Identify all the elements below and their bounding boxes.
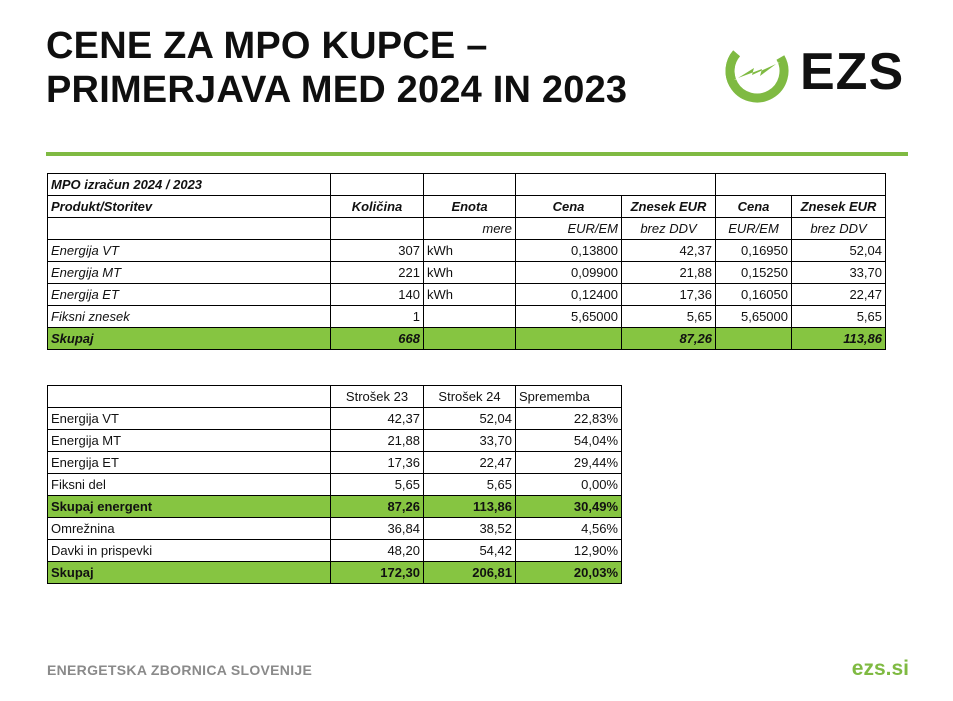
subtotal-cell: 113,86 bbox=[424, 496, 516, 518]
cell: 5,65 bbox=[622, 306, 716, 328]
header-cell: Sprememba bbox=[516, 386, 622, 408]
table-row bbox=[48, 284, 886, 306]
subheader-cell: brez DDV bbox=[792, 218, 886, 240]
cell: 0,15250 bbox=[716, 262, 792, 284]
header-cell: Znesek EUR bbox=[792, 196, 886, 218]
cell: 48,20 bbox=[331, 540, 424, 562]
total-row bbox=[48, 562, 622, 584]
total-cell: Skupaj bbox=[48, 562, 331, 584]
cell: 5,65 bbox=[424, 474, 516, 496]
cell: 33,70 bbox=[424, 430, 516, 452]
slide-title bbox=[46, 24, 627, 112]
header-cell bbox=[48, 386, 331, 408]
cell: 36,84 bbox=[331, 518, 424, 540]
total-row bbox=[48, 328, 886, 350]
table-row bbox=[48, 306, 886, 328]
cell: Fiksni del bbox=[48, 474, 331, 496]
cell: 42,37 bbox=[331, 408, 424, 430]
subheader-cell: EUR/EM bbox=[716, 218, 792, 240]
subheader-cell: mere bbox=[424, 218, 516, 240]
cell: 0,16050 bbox=[716, 284, 792, 306]
cell: Fiksni znesek bbox=[48, 306, 331, 328]
cell: Davki in prispevki bbox=[48, 540, 331, 562]
cell: Energija MT bbox=[48, 262, 331, 284]
cell: 52,04 bbox=[792, 240, 886, 262]
cell: 5,65 bbox=[331, 474, 424, 496]
cell: Energija ET bbox=[48, 284, 331, 306]
header-cell: Cena bbox=[516, 196, 622, 218]
ezs-logo bbox=[722, 36, 912, 106]
table-row bbox=[48, 430, 622, 452]
cell: 52,04 bbox=[424, 408, 516, 430]
cell: 0,16950 bbox=[716, 240, 792, 262]
subtotal-row bbox=[48, 496, 622, 518]
cell: Energija VT bbox=[48, 240, 331, 262]
cell: Energija ET bbox=[48, 452, 331, 474]
header-cell: Količina bbox=[331, 196, 424, 218]
table-row bbox=[48, 540, 622, 562]
cell: 22,47 bbox=[424, 452, 516, 474]
cell: Energija MT bbox=[48, 430, 331, 452]
mpo-calculation-table bbox=[47, 173, 886, 350]
cell: kWh bbox=[424, 284, 516, 306]
cell: 1 bbox=[331, 306, 424, 328]
header-cell: Strošek 23 bbox=[331, 386, 424, 408]
table-row bbox=[48, 408, 622, 430]
cell: 22,83% bbox=[516, 408, 622, 430]
subtotal-cell: 87,26 bbox=[331, 496, 424, 518]
title-line-2: PRIMERJAVA MED 2024 IN 2023 bbox=[46, 69, 628, 111]
cell: 0,00% bbox=[516, 474, 622, 496]
cell: 33,70 bbox=[792, 262, 886, 284]
table-title: MPO izračun 2024 / 2023 bbox=[48, 174, 331, 196]
cell: 4,56% bbox=[516, 518, 622, 540]
cell: 38,52 bbox=[424, 518, 516, 540]
subheader-cell: brez DDV bbox=[622, 218, 716, 240]
header-cell: Enota bbox=[424, 196, 516, 218]
subheader-cell bbox=[331, 218, 424, 240]
table-row bbox=[48, 262, 886, 284]
footer-organization: ENERGETSKA ZBORNICA SLOVENIJE bbox=[47, 662, 313, 678]
cell: 307 bbox=[331, 240, 424, 262]
table-subheader-row bbox=[48, 218, 886, 240]
ezs-logo-text: EZS bbox=[800, 43, 905, 101]
total-cell: Skupaj bbox=[48, 328, 331, 350]
cell: 17,36 bbox=[331, 452, 424, 474]
cell: 54,04% bbox=[516, 430, 622, 452]
cell: 29,44% bbox=[516, 452, 622, 474]
total-cell bbox=[516, 328, 622, 350]
total-cell: 87,26 bbox=[622, 328, 716, 350]
table-header-row bbox=[48, 386, 622, 408]
table-row bbox=[48, 240, 886, 262]
cell: 42,37 bbox=[622, 240, 716, 262]
table-header-row bbox=[48, 196, 886, 218]
cell: 0,13800 bbox=[516, 240, 622, 262]
cost-comparison-table bbox=[47, 385, 622, 584]
footer-website-link[interactable]: ezs.si bbox=[851, 657, 909, 680]
total-cell: 20,03% bbox=[516, 562, 622, 584]
total-cell: 172,30 bbox=[331, 562, 424, 584]
cell: 221 bbox=[331, 262, 424, 284]
cell: kWh bbox=[424, 262, 516, 284]
cell: Omrežnina bbox=[48, 518, 331, 540]
cell: 17,36 bbox=[622, 284, 716, 306]
cell: Energija VT bbox=[48, 408, 331, 430]
header-cell: Strošek 24 bbox=[424, 386, 516, 408]
subtotal-cell: Skupaj energent bbox=[48, 496, 331, 518]
cell: 5,65000 bbox=[516, 306, 622, 328]
subheader-cell: EUR/EM bbox=[516, 218, 622, 240]
total-cell: 113,86 bbox=[792, 328, 886, 350]
subheader-cell bbox=[48, 218, 331, 240]
title-line-1: CENE ZA MPO KUPCE – bbox=[46, 25, 488, 67]
cell: 0,12400 bbox=[516, 284, 622, 306]
table-row bbox=[48, 452, 622, 474]
cell bbox=[424, 306, 516, 328]
table-row bbox=[48, 518, 622, 540]
total-cell bbox=[424, 328, 516, 350]
cell: 5,65 bbox=[792, 306, 886, 328]
cell: 5,65000 bbox=[716, 306, 792, 328]
table-title-row bbox=[48, 174, 886, 196]
cell: 12,90% bbox=[516, 540, 622, 562]
table-row bbox=[48, 474, 622, 496]
total-cell: 206,81 bbox=[424, 562, 516, 584]
cell: kWh bbox=[424, 240, 516, 262]
cell: 21,88 bbox=[331, 430, 424, 452]
cell: 22,47 bbox=[792, 284, 886, 306]
total-cell bbox=[716, 328, 792, 350]
subtotal-cell: 30,49% bbox=[516, 496, 622, 518]
header-cell: Znesek EUR bbox=[622, 196, 716, 218]
cell: 54,42 bbox=[424, 540, 516, 562]
header-cell: Produkt/Storitev bbox=[48, 196, 331, 218]
total-cell: 668 bbox=[331, 328, 424, 350]
header-cell: Cena bbox=[716, 196, 792, 218]
cell: 21,88 bbox=[622, 262, 716, 284]
cell: 140 bbox=[331, 284, 424, 306]
header-divider bbox=[46, 152, 908, 156]
cell: 0,09900 bbox=[516, 262, 622, 284]
ezs-logo-icon bbox=[722, 36, 792, 106]
